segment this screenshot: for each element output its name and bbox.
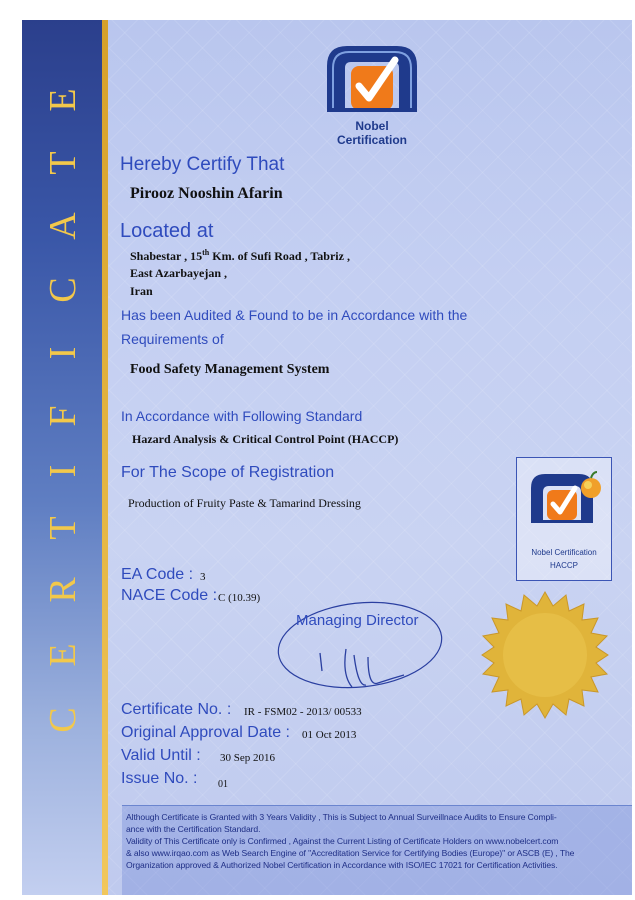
gold-stripe [102,20,108,895]
address-line3: Iran [130,284,153,298]
vertical-letter: A [42,212,84,240]
footer-line2: ance with the Certification Standard. [126,824,261,834]
vertical-letter: F [42,405,84,427]
scope-heading: For The Scope of Registration [121,464,335,481]
hereby-certify-heading: Hereby Certify That [120,154,285,175]
logo-line1: Nobel [355,119,389,133]
ea-code-label: EA Code : [121,566,194,583]
audited-text-line1: Has been Audited & Found to be in Accordance with the [121,307,468,323]
vertical-letter: I [42,346,84,360]
haccp-badge [516,457,612,581]
vertical-letter: I [42,464,84,478]
haccp-badge-sub: HACCP [549,561,579,570]
ea-code-value: 3 [200,571,206,583]
managing-director-label: Managing Director [296,612,419,629]
located-at-heading: Located at [120,220,214,242]
nobel-logo [317,38,427,150]
issue-no-label: Issue No. : [121,770,198,787]
scope-text: Production of Fruity Paste & Tamarind Dressing [128,496,361,510]
vertical-letter: C [42,277,84,303]
valid-until-value: 30 Sep 2016 [220,752,275,764]
vertical-letter: T [42,151,84,175]
footer-line5: Organization approved & Authorized Nobel Certification in Accordance with ISO/IEC 17021 for Certification Activities. [126,860,558,870]
footer-line1: Although Certificate is Granted with 3 Years Validity , This is Subject to Annual Surveillnace Audits to Ensure Compli- [126,812,557,822]
nace-code-label: NACE Code : [121,587,218,604]
address-line2: East Azarbayejan , [130,266,227,280]
issue-no-value: 01 [218,779,228,790]
nace-code-value: C (10.39) [218,592,261,604]
certificate-no-value: IR - FSM02 - 2013/ 00533 [244,706,362,718]
logo-line2: Certification [336,133,408,147]
apple-icon [581,478,601,498]
gold-seal [480,590,610,720]
certificate-no-label: Certificate No. : [121,701,232,718]
management-system: Food Safety Management System [130,362,330,377]
haccp-badge-title: Nobel Certification [531,548,597,557]
footer-line3: Validity of This Certificate only is Confirmed , Against the Current Listing of Certificate Holders on www.nobelcert.com [126,836,559,846]
original-approval-value: 01 Oct 2013 [302,729,357,741]
standard-name: Hazard Analysis & Critical Control Point (HACCP) [132,432,399,446]
certificate-page [22,20,632,895]
audited-text-line2: Requirements of [121,331,224,347]
address-line1: Shabestar , 15th Km. of Sufi Road , Tabriz , [130,248,350,263]
footer-notice [122,805,632,895]
vertical-letter: E [42,88,84,112]
vertical-letter: T [42,516,84,540]
vertical-letter: E [42,643,84,667]
vertical-letter: R [42,577,84,603]
vertical-certificate-word [22,20,102,895]
vertical-letter: C [42,707,84,733]
valid-until-label: Valid Until : [121,747,201,764]
original-approval-label: Original Approval Date : [121,724,290,741]
standard-heading: In Accordance with Following Standard [121,408,363,424]
company-name: Pirooz Nooshin Afarin [130,185,283,202]
footer-line4: & also www.irqao.com as Web Search Engine of "Accreditation Service for Certifying Bodies (Europe)" or ASCB (E) , The [126,848,575,858]
